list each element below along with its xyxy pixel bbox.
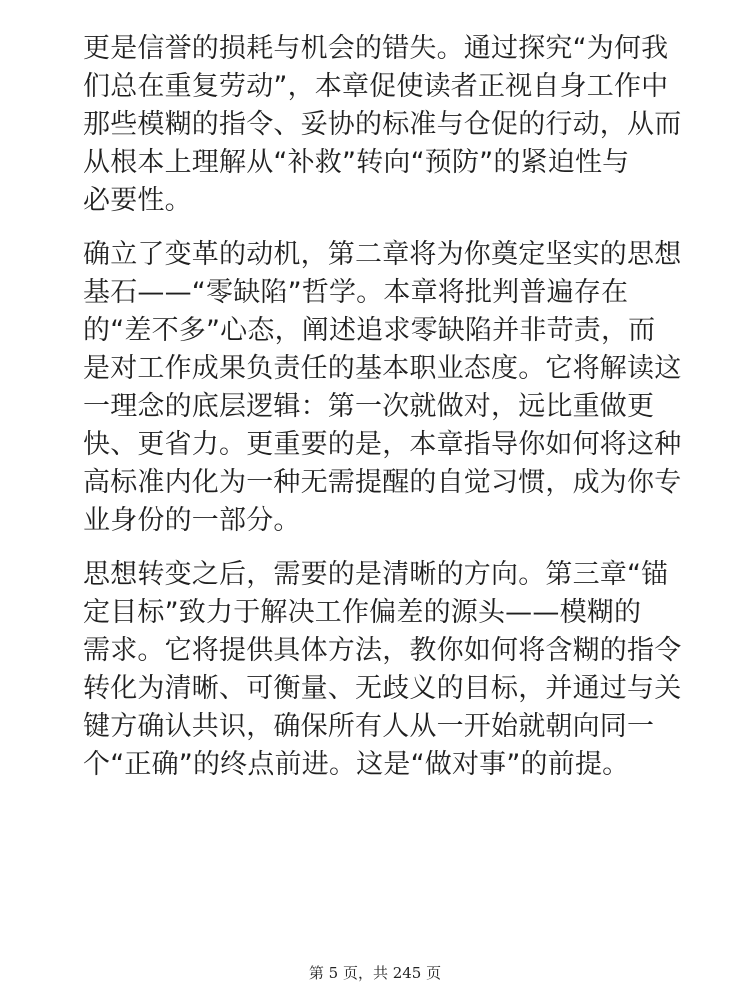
- text-line: 确立了变革的动机，第二章将为你奠定坚实的思想: [83, 239, 682, 270]
- text-line: 基石——“零缺陷”哲学。本章将批判普遍存在: [83, 277, 629, 308]
- text-line: 定目标”致力于解决工作偏差的源头——模糊的: [83, 597, 642, 628]
- text-line: 思想转变之后，需要的是清晰的方向。第三章“锚: [83, 559, 669, 590]
- text-line: 个“正确”的终点前进。这是“做对事”的前提。: [83, 749, 630, 780]
- page-indicator: 第 5 页，共 245 页: [308, 964, 442, 982]
- paragraph-3: [83, 556, 683, 784]
- text-line: 需求。它将提供具体方法，教你如何将含糊的指令: [83, 635, 682, 666]
- text-line: 们总在重复劳动”，本章促使读者正视自身工作中: [83, 71, 669, 102]
- text-line: 必要性。: [83, 185, 192, 216]
- text-line: 那些模糊的指令、妥协的标准与仓促的行动，从而: [83, 109, 682, 140]
- page-number-footer: [0, 962, 750, 983]
- text-line: 业身份的一部分。: [83, 505, 301, 536]
- text-line: 更是信誉的损耗与机会的错失。通过探究“为何我: [83, 33, 669, 64]
- text-line: 一理念的底层逻辑：第一次就做对，远比重做更: [83, 391, 655, 422]
- text-line: 键方确认共识，确保所有人从一开始就朝向同一: [83, 711, 655, 742]
- page-body: [83, 30, 683, 800]
- text-line: 快、更省力。更重要的是，本章指导你如何将这种: [83, 429, 682, 460]
- text-line: 转化为清晰、可衡量、无歧义的目标，并通过与关: [83, 673, 682, 704]
- text-line: 的“差不多”心态，阐述追求零缺陷并非苛责，而: [83, 315, 656, 346]
- paragraph-1: [83, 30, 683, 220]
- text-line: 高标准内化为一种无需提醒的自觉习惯，成为你专: [83, 467, 682, 498]
- paragraph-2: [83, 236, 683, 540]
- text-line: 是对工作成果负责任的基本职业态度。它将解读这: [83, 353, 682, 384]
- text-line: 从根本上理解从“补救”转向“预防”的紧迫性与: [83, 147, 630, 178]
